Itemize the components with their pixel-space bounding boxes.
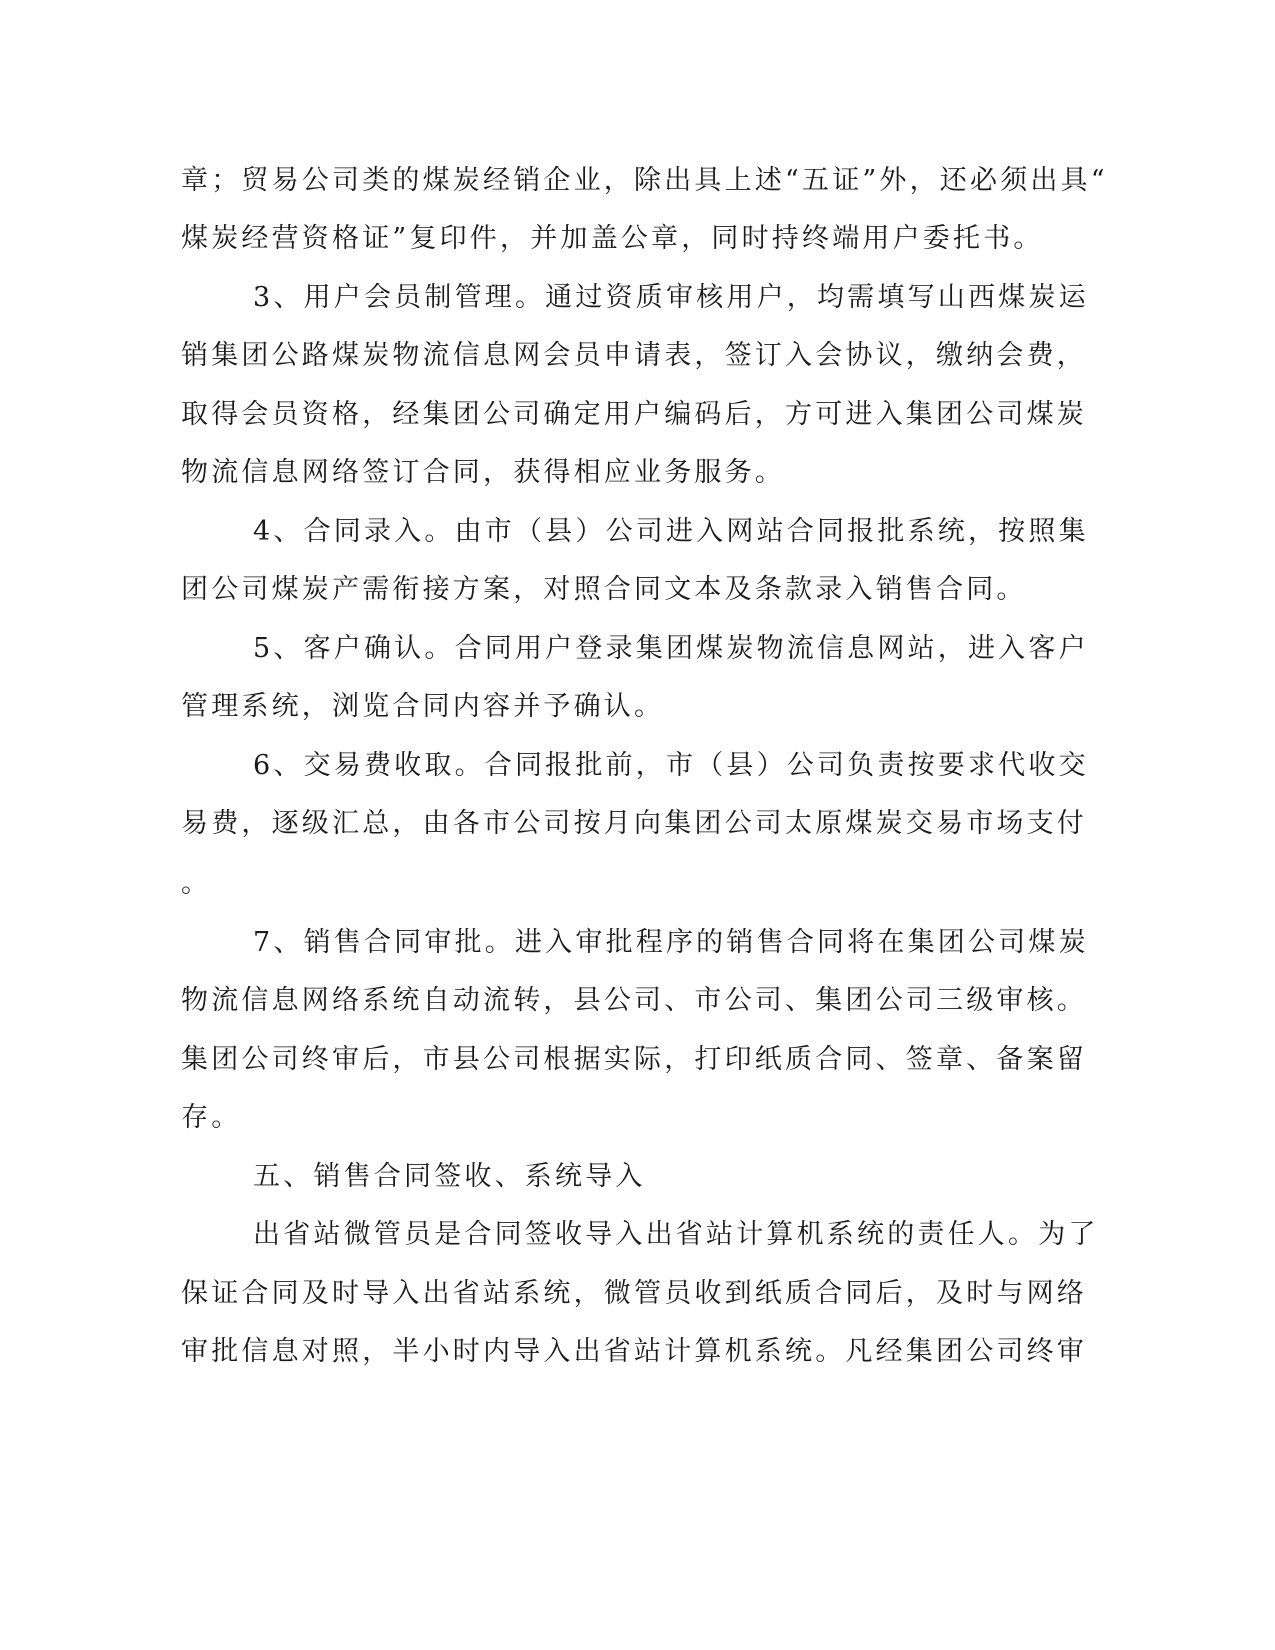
text-line-8: 团公司煤炭产需衔接方案，对照合同文本及条款录入销售合同。 [181,574,1027,605]
text-line-13: 。 [181,868,212,899]
text-line-15: 物流信息网络系统自动流转，县公司、市公司、集团公司三级审核。 [181,985,1087,1016]
text-line-21: 审批信息对照，半小时内导入出省站计算机系统。凡经集团公司终审 [181,1336,1087,1367]
text-line-2: 煤炭经营资格证”复印件，并加盖公章，同时持终端用户委托书。 [181,223,1044,254]
text-line-17: 存。 [181,1102,242,1133]
text-line-16: 集团公司终审后，市县公司根据实际，打印纸质合同、签章、备案留 [181,1044,1087,1075]
section-heading: 五、销售合同签收、系统导入 [253,1161,646,1192]
text-line-3: 3、用户会员制管理。通过资质审核用户，均需填写山西煤炭运 [253,282,1089,313]
text-line-9: 5、客户确认。合同用户登录集团煤炭物流信息网站，进入客户 [253,633,1089,664]
text-line-4: 销集团公路煤炭物流信息网会员申请表，签订入会协议，缴纳会费， [181,340,1087,371]
text-line-20: 保证合同及时导入出省站系统，微管员收到纸质合同后，及时与网络 [181,1278,1087,1309]
text-line-5: 取得会员资格，经集团公司确定用户编码后，方可进入集团公司煤炭 [181,399,1087,430]
text-line-6: 物流信息网络签订合同，获得相应业务服务。 [181,457,785,488]
text-line-7: 4、合同录入。由市（县）公司进入网站合同报批系统，按照集 [253,516,1089,547]
text-line-10: 管理系统，浏览合同内容并予确认。 [181,691,665,722]
text-line-14: 7、销售合同审批。进入审批程序的销售合同将在集团公司煤炭 [253,927,1089,958]
text-line-19: 出省站微管员是合同签收导入出省站计算机系统的责任人。为了 [253,1219,1099,1250]
text-line-1: 章；贸易公司类的煤炭经销企业，除出具上述“五证”外，还必须出具“ [181,165,1108,196]
text-line-11: 6、交易费收取。合同报批前，市（县）公司负责按要求代收交 [253,750,1089,781]
text-line-12: 易费，逐级汇总，由各市公司按月向集团公司太原煤炭交易市场支付 [181,808,1087,839]
